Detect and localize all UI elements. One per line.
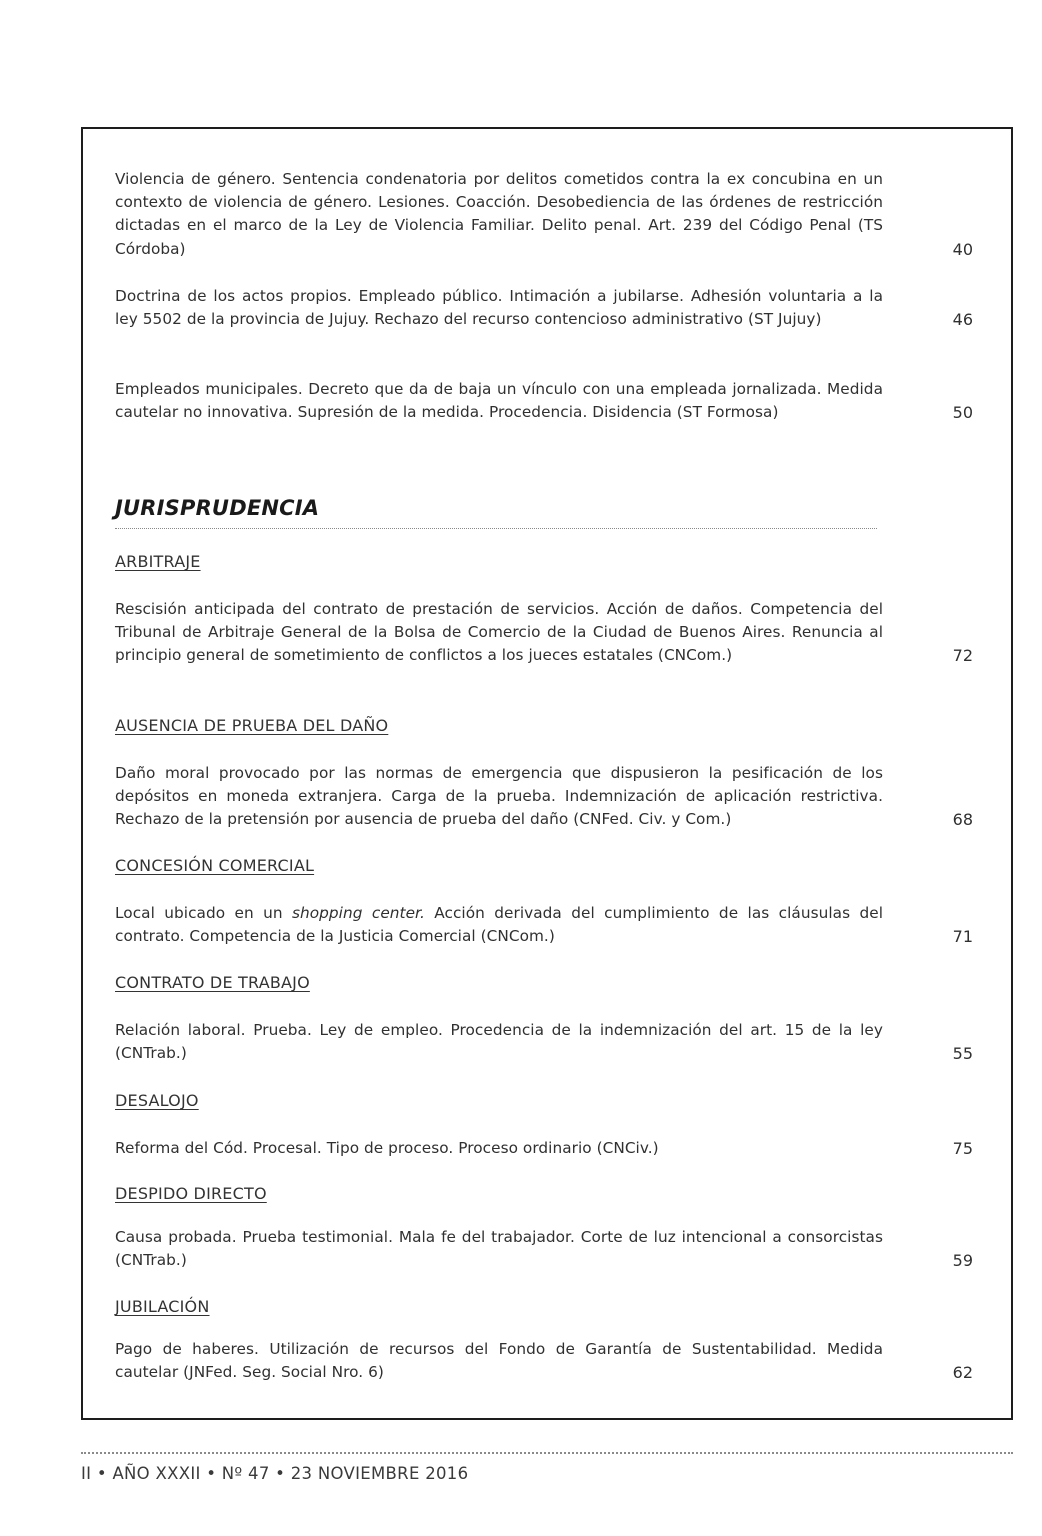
topic-heading: CONTRATO DE TRABAJO (115, 973, 310, 992)
entry-text-part: Acción derivada del cumplimiento de las cláusulas del contrato. Competencia de la Justicia Comercial (CNCom.) (115, 904, 883, 946)
entry-text: Violencia de género. Sentencia condenatoria por delitos cometidos contra la ex concubina en un contexto de violencia de género. Lesiones. Coacción. Desobediencia de las órdenes de restricción dictadas en el marco de la Ley de Violencia Familiar. Delito penal. Art. 239 del Código Penal (TS Córdoba) (115, 170, 883, 258)
entry-text: Relación laboral. Prueba. Ley de empleo. Procedencia de la indemnización del art. 15 de la ley (CNTrab.) (115, 1021, 883, 1063)
list-item (115, 285, 975, 331)
topic-heading: DESALOJO (115, 1091, 199, 1110)
list-item (115, 598, 975, 668)
page-number: 75 (952, 1139, 973, 1158)
topic-heading: ARBITRAJE (115, 552, 201, 571)
list-item (115, 1338, 975, 1384)
list-item (115, 1226, 975, 1272)
footer-divider (81, 1452, 1013, 1454)
page-number: 50 (952, 403, 973, 423)
list-item (115, 762, 975, 832)
entry-text: Pago de haberes. Utilización de recursos del Fondo de Garantía de Sustentabilidad. Medida cautelar (JNFed. Seg. Social Nro. 6) (115, 1340, 883, 1382)
page-number: 59 (952, 1251, 973, 1271)
entry-text (115, 902, 883, 948)
entry-text: Causa probada. Prueba testimonial. Mala fe del trabajador. Corte de luz intencional a consorcistas (CNTrab.) (115, 1228, 883, 1270)
page-number: 46 (952, 310, 973, 330)
entry-text: Empleados municipales. Decreto que da de baja un vínculo con una empleada jornalizada. Medida cautelar no innovativa. Supresión de la medida. Procedencia. Disidencia (ST Formosa) (115, 380, 883, 422)
entry-text-italic: shopping center. (291, 904, 425, 922)
page-number: 55 (952, 1044, 973, 1064)
entry-text: Rescisión anticipada del contrato de prestación de servicios. Acción de daños. Competencia del Tribunal de Arbitraje General de la Bolsa de Comercio de la Ciudad de Buenos Aires. Renuncia al principio general de sometimiento de conflictos a los jueces estatales (CNCom.) (115, 600, 883, 665)
topic-heading: AUSENCIA DE PRUEBA DEL DAÑO (115, 716, 389, 735)
list-item (115, 168, 975, 261)
page-number: 71 (952, 927, 973, 947)
list-item (115, 378, 975, 424)
heading-divider (115, 528, 877, 529)
page-number: 68 (952, 810, 973, 830)
page-number: 62 (952, 1363, 973, 1383)
list-item (115, 902, 975, 948)
entry-text: Doctrina de los actos propios. Empleado público. Intimación a jubilarse. Adhesión voluntaria a la ley 5502 de la provincia de Jujuy. Rechazo del recurso contencioso administrativo (ST Jujuy) (115, 287, 883, 329)
entry-text-part: Local ubicado en un (115, 904, 292, 922)
topic-heading: DESPIDO DIRECTO (115, 1184, 267, 1203)
list-item (115, 1019, 975, 1065)
section-heading: JURISPRUDENCIA (115, 496, 320, 520)
entry-text: Reforma del Cód. Procesal. Tipo de proceso. Proceso ordinario (CNCiv.) (115, 1139, 659, 1157)
list-item (115, 1137, 975, 1160)
entry-text: Daño moral provocado por las normas de emergencia que dispusieron la pesificación de los depósitos en moneda extranjera. Carga de la prueba. Indemnización de aplicación restrictiva. Rechazo de la pretensión por ausencia de prueba del daño (CNFed. Civ. y Com.) (115, 764, 883, 829)
page-number: 72 (952, 646, 973, 666)
page-number: 40 (952, 239, 973, 259)
page-footer: II • AÑO XXXII • Nº 47 • 23 NOVIEMBRE 2016 (81, 1464, 469, 1483)
topic-heading: JUBILACIÓN (115, 1297, 210, 1316)
topic-heading: CONCESIÓN COMERCIAL (115, 856, 315, 875)
